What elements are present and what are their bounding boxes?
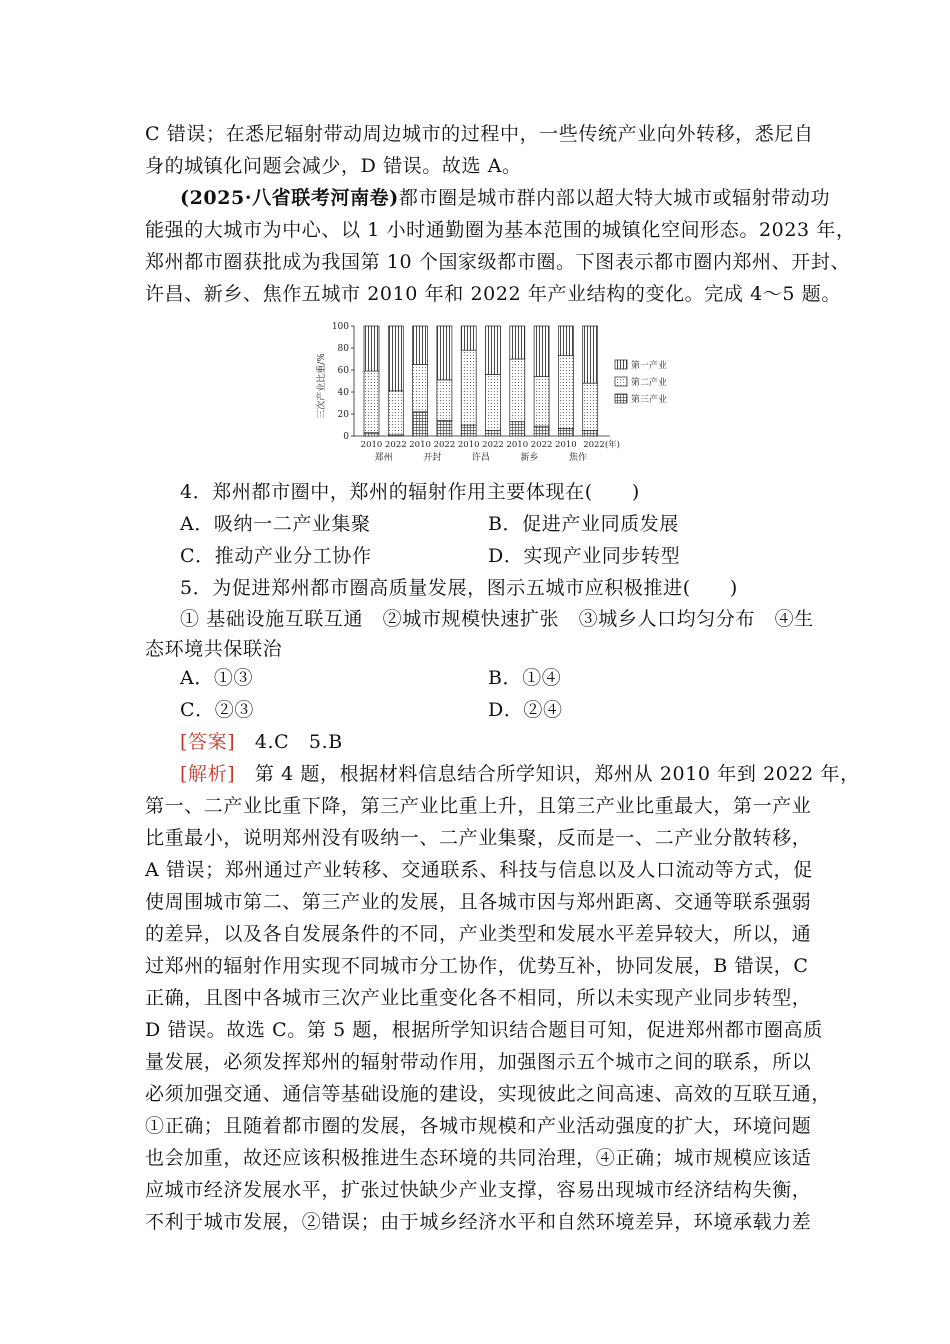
material-line-1	[180, 183, 831, 213]
chart-y-tick-label: 100	[331, 322, 349, 332]
chart-x-year-label: 2010	[360, 440, 383, 450]
chart-bar-segment	[364, 326, 379, 371]
chart-city-label: 许昌	[471, 453, 490, 463]
analysis-line-7: 过郑州的辐射作用实现不同城市分工协作，优势互补，协同发展，B 错误，C	[145, 955, 809, 977]
chart-bar-segment	[534, 326, 549, 377]
chart-y-tick-label: 40	[337, 388, 349, 398]
answer-text: 4.C 5.B	[235, 731, 343, 753]
chart-x-year-label: 2022	[482, 440, 504, 450]
q5-option-b[interactable]: B．①④	[488, 667, 562, 689]
chart-city-label: 郑州	[374, 453, 393, 463]
answer-line	[180, 727, 815, 757]
chart-legend-label: 第二产业	[631, 378, 668, 388]
chart-bar-segment	[558, 356, 573, 429]
q4-option-d[interactable]: D．实现产业同步转型	[488, 545, 681, 567]
q5-stem: 5．为促进郑州都市圈高质量发展，图示五城市应积极推进( )	[180, 577, 738, 599]
q4-stem: 4．郑州都市圈中，郑州的辐射作用主要体现在( )	[180, 481, 640, 503]
chart-bar-segment	[510, 326, 525, 359]
answer-tag: [答案]	[180, 731, 236, 753]
chart-x-labels	[361, 439, 620, 463]
chart-legend-swatch	[615, 360, 627, 369]
chart-bar-segment	[461, 350, 476, 425]
chart-legend-label: 第一产业	[631, 361, 668, 371]
q4-option-b[interactable]: B．促进产业同质发展	[488, 513, 679, 535]
chart-bar-segment	[583, 326, 598, 383]
chart-x-year-label: 2010	[409, 440, 431, 450]
chart-bar-segment	[388, 391, 403, 435]
q5-items-line-2: 态环境共保联治	[145, 638, 283, 660]
analysis-line-1	[180, 759, 860, 789]
chart-bar-segment	[437, 421, 452, 436]
chart-x-year-label: 2022	[384, 440, 407, 450]
chart-bar-segment	[486, 326, 501, 374]
chart-bar-segment	[534, 426, 549, 436]
material-line-2: 能强的大城市为中心、以 1 小时通勤圈为基本范围的城镇化空间形态。2023 年，	[145, 219, 856, 241]
analysis-line-14: 应城市经济发展水平，扩张过快缺少产业支撑，容易出现城市经济结构失衡，	[145, 1179, 812, 1201]
chart-y-tick-label: 80	[337, 344, 349, 354]
q4-option-c[interactable]: C．推动产业分工协作	[180, 545, 372, 567]
analysis-line-2: 第一、二产业比重下降，第三产业比重上升，且第三产业比重最大，第一产业	[145, 795, 812, 817]
chart-legend-swatch	[615, 377, 627, 386]
chart-x-year-label: 2010	[457, 440, 480, 450]
chart-bar-segment	[486, 431, 501, 437]
q5-option-c[interactable]: C．②③	[180, 699, 254, 721]
q5-items-line-1: ① 基础设施互联互通 ②城市规模快速扩张 ③城乡人口均匀分布 ④生	[180, 608, 814, 630]
chart-legend-swatch	[615, 394, 627, 403]
chart-bar-segment	[558, 326, 573, 356]
intro-line-2: 身的城镇化问题会减少，D 错误。故选 A。	[145, 155, 522, 177]
chart-bar-segment	[486, 374, 501, 430]
chart-x-year-label: 2022	[433, 440, 456, 450]
chart-bar-segment	[437, 326, 452, 380]
analysis-line-5: 使周围城市第二、第三产业的发展，且各城市因与郑州距离、交通等联系强弱	[145, 891, 812, 913]
q4-option-a[interactable]: A．吸纳一二产业集聚	[180, 513, 371, 535]
q5-option-a[interactable]: A．①③	[180, 667, 254, 689]
chart-x-year-label: 2022(年)	[583, 440, 620, 450]
analysis-line-11: 必须加强交通、通信等基础设施的建设，实现彼此之间高速、高效的互联互通，	[145, 1083, 832, 1105]
chart-bar-segment	[558, 428, 573, 436]
chart-city-label: 焦作	[569, 453, 588, 463]
chart-bar-segment	[510, 422, 525, 436]
analysis-line-10: 量发展，必须发挥郑州的辐射带动作用，加强图示五个城市之间的联系，所以	[145, 1051, 812, 1073]
material-text: 都市圈是城市群内部以超大特大城市或辐射带动功	[398, 187, 831, 209]
chart-bar-segment	[437, 380, 452, 421]
analysis-line-8: 正确，且图中各城市三次产业比重变化各不相同，所以未实现产业同步转型，	[145, 987, 812, 1009]
chart-legend	[615, 359, 667, 405]
chart-city-label: 新乡	[520, 453, 539, 463]
chart-x-year-label: 2022	[530, 440, 553, 450]
chart-bar-segment	[388, 326, 403, 391]
chart-bar-segment	[534, 377, 549, 427]
chart-city-label: 开封	[423, 453, 442, 463]
material-line-3: 郑州都市圈获批成为我国第 10 个国家级都市圈。下图表示都市圈内郑州、开封、	[145, 251, 851, 273]
material-line-4: 许昌、新乡、焦作五城市 2010 年和 2022 年产业结构的变化。完成 4～5 题。	[145, 283, 841, 305]
analysis-line-3: 比重最小，说明郑州没有吸纳一、二产业集聚，反而是一、二产业分散转移，	[145, 827, 812, 849]
industry-structure-chart	[310, 318, 690, 470]
chart-x-year-label: 2010	[555, 440, 577, 450]
chart-x-year-label: 2010	[506, 440, 529, 450]
analysis-tag: [解析]	[180, 763, 236, 785]
analysis-line-6: 的差异，以及各自发展条件的不同，产业类型和发展水平差异较大，所以，通	[145, 923, 812, 945]
chart-y-tick-label: 20	[337, 410, 349, 420]
chart-bar-segment	[364, 433, 379, 436]
chart-y-tick-label: 0	[343, 432, 349, 442]
chart-bar-segment	[413, 412, 428, 436]
chart-legend-label: 第三产业	[631, 395, 668, 405]
intro-line-1: C 错误；在悉尼辐射带动周边城市的过程中，一些传统产业向外转移，悉尼自	[145, 123, 814, 145]
analysis-line-9: D 错误。故选 C。第 5 题，根据所学知识结合题目可知，促进郑州都市圈高质	[145, 1019, 823, 1041]
chart-bar-segment	[583, 431, 598, 437]
chart-y-tick-label: 60	[337, 366, 349, 376]
analysis-text-1: 第 4 题，根据材料信息结合所学知识，郑州从 2010 年到 2022 年，	[235, 763, 860, 785]
chart-bar-segment	[583, 383, 598, 430]
analysis-line-4: A 错误；郑州通过产业转移、交通联系、科技与信息以及人口流动等方式，促	[145, 859, 813, 881]
chart-bar-segment	[413, 365, 428, 412]
material-source: (2025·八省联考河南卷)	[180, 187, 399, 209]
analysis-line-15: 不利于城市发展，②错误；由于城乡经济水平和自然环境差异，环境承载力差	[145, 1211, 812, 1233]
analysis-line-12: ①正确；且随着都市圈的发展，各城市规模和产业活动强度的扩大，环境问题	[145, 1115, 812, 1137]
chart-bar-segment	[461, 326, 476, 350]
chart-bar-segment	[461, 425, 476, 436]
chart-bars	[364, 326, 598, 436]
chart-bar-segment	[510, 359, 525, 422]
q5-option-d[interactable]: D．②④	[488, 699, 563, 721]
analysis-line-13: 也会加重，故还应该积极推进生态环境的共同治理，④正确；城市规模应该适	[145, 1147, 812, 1169]
chart-bar-segment	[413, 326, 428, 365]
chart-bar-segment	[364, 371, 379, 433]
chart-y-axis-label: 三次产业比重/%	[317, 353, 327, 419]
